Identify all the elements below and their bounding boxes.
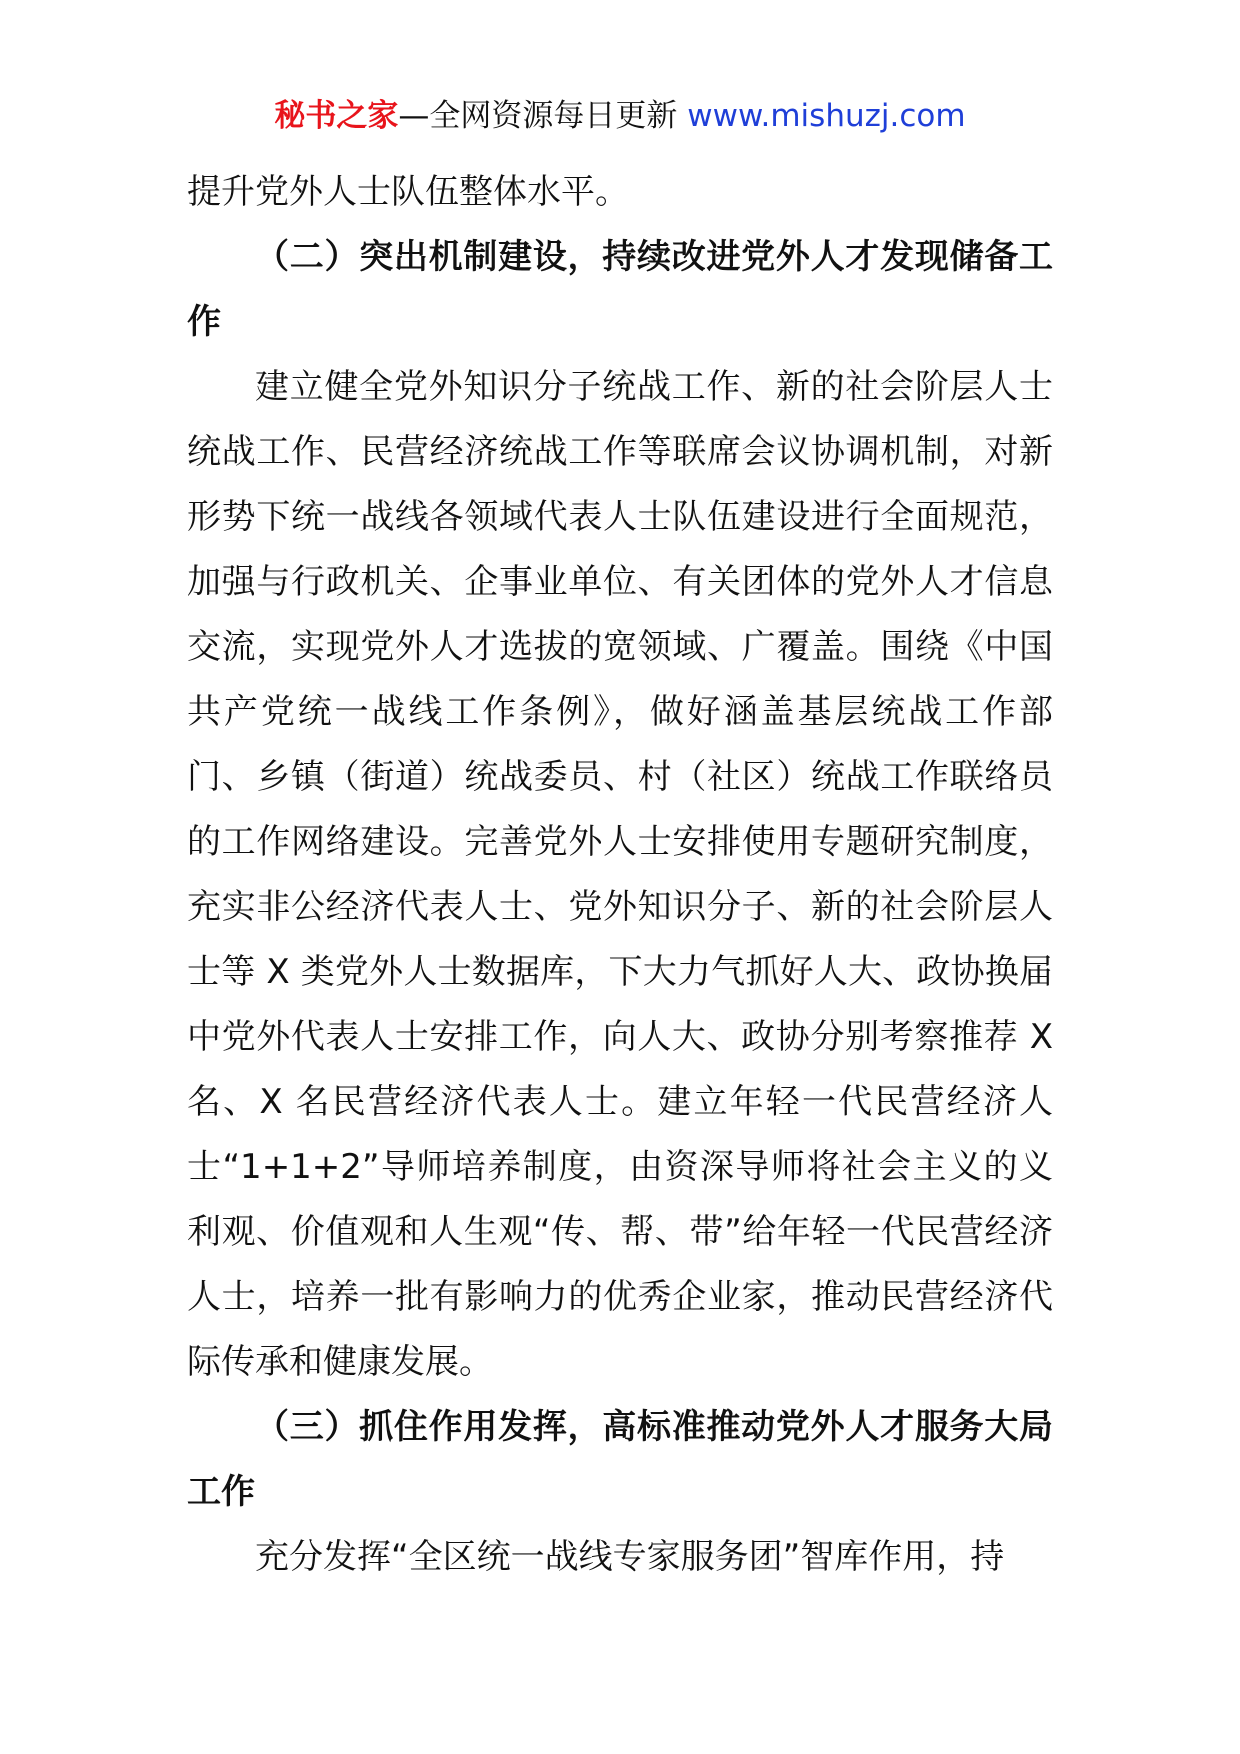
paragraph-expert-team: 充分发挥“全区统一战线专家服务团”智库作用，持 [255, 1537, 1005, 1577]
document-body [187, 160, 1053, 1590]
section-heading-3: （三）抓住作用发挥，高标准推动党外人才服务大局工作 [187, 1407, 1053, 1512]
paragraph-continuation: 提升党外人士队伍整体水平。 [187, 172, 629, 212]
site-url-link[interactable]: www.mishuzj.com [687, 98, 966, 134]
section-heading-2: （二）突出机制建设，持续改进党外人才发现储备工作 [187, 237, 1053, 342]
brand-name: 秘书之家 [274, 98, 399, 134]
header-tagline: —全网资源每日更新 [398, 98, 688, 134]
watermark-header [0, 96, 1240, 136]
paragraph-mechanism: 建立健全党外知识分子统战工作、新的社会阶层人士统战工作、民营经济统战工作等联席会议协调机制，对新形势下统一战线各领域代表人士队伍建设进行全面规范，加强与行政机关、企事业单位、有关团体的党外人才信息交流，实现党外人才选拔的宽领域、广覆盖。围绕《中国共产党统一战线工作条例》，做好涵盖基层统战工作部门、乡镇（街道）统战委员、村（社区）统战工作联络员的工作网络建设。完善党外人士安排使用专题研究制度，充实非公经济代表人士、党外知识分子、新的社会阶层人士等 X 类党外人士数据库，下大力气抓好人大、政协换届中党外代表人士安排工作，向人大、政协分别考察推荐 X 名、X 名民营经济代表人士。建立年轻一代民营经济人士“1+1+2”导师培养制度，由资深导师将社会主义的义利观、价值观和人生观“传、帮、带”给年轻一代民营经济人士，培养一批有影响力的优秀企业家，推动民营经济代际传承和健康发展。 [187, 367, 1053, 1382]
